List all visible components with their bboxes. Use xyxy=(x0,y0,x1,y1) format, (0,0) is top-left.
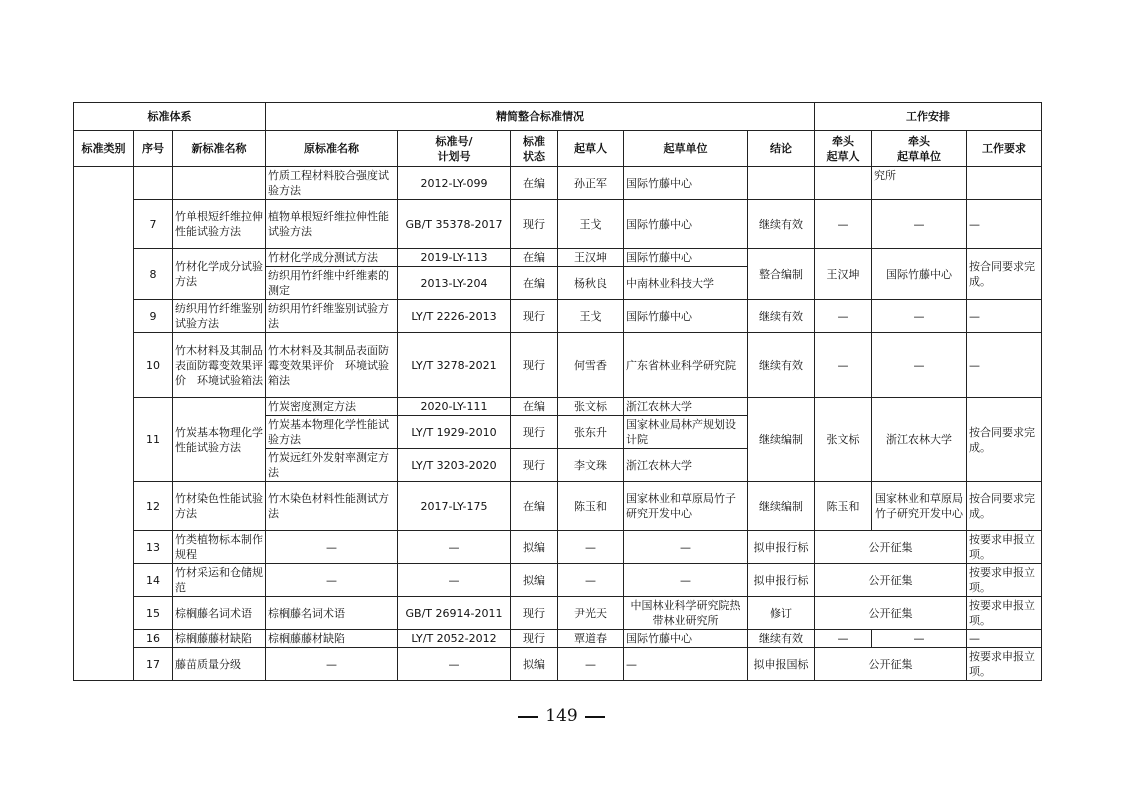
table-row xyxy=(74,200,1042,249)
conclusion-cell: 继续有效 xyxy=(748,200,815,249)
new-name-cell: 纺织用竹纤维鉴别试验方法 xyxy=(173,300,266,333)
new-name-cell: 竹材化学成分试验方法 xyxy=(173,249,266,300)
new-name-cell xyxy=(173,167,266,200)
new-name-cell: 棕榈藤名词术语 xyxy=(173,597,266,630)
col-conclusion: 结论 xyxy=(748,131,815,167)
status-cell: 在编 xyxy=(511,398,558,416)
lead-unit-cell: 国家林业和草原局竹子研究开发中心 xyxy=(872,482,967,531)
unit-cell: 国际竹藤中心 xyxy=(624,300,748,333)
table-row xyxy=(74,531,1042,564)
table-row xyxy=(74,398,1042,416)
code-cell: — xyxy=(398,564,511,597)
footer-dash-left xyxy=(518,716,538,718)
col-req: 工作要求 xyxy=(967,131,1042,167)
col-unit: 起草单位 xyxy=(624,131,748,167)
lead-cell: 王汉坤 xyxy=(815,249,872,300)
status-cell: 现行 xyxy=(511,630,558,648)
code-cell: — xyxy=(398,531,511,564)
lead-cell: 陈玉和 xyxy=(815,482,872,531)
code-cell: LY/T 2226-2013 xyxy=(398,300,511,333)
table-row xyxy=(74,333,1042,398)
seq-cell: 13 xyxy=(134,531,173,564)
orig-name-cell: 纺织用竹纤维中纤维素的测定 xyxy=(266,267,398,300)
lead-cell: — xyxy=(815,300,872,333)
seq-cell: 7 xyxy=(134,200,173,249)
conclusion-cell: 继续有效 xyxy=(748,630,815,648)
code-cell: 2017-LY-175 xyxy=(398,482,511,531)
unit-cell: — xyxy=(624,531,748,564)
code-cell: LY/T 1929-2010 xyxy=(398,416,511,449)
code-cell: 2013-LY-204 xyxy=(398,267,511,300)
drafter-cell: 张文标 xyxy=(558,398,624,416)
col-new-name: 新标准名称 xyxy=(173,131,266,167)
status-cell: 现行 xyxy=(511,416,558,449)
orig-name-cell: 竹质工程材料胶合强度试验方法 xyxy=(266,167,398,200)
code-cell: LY/T 3203-2020 xyxy=(398,449,511,482)
lead-cell: — xyxy=(815,333,872,398)
code-cell: 2019-LY-113 xyxy=(398,249,511,267)
seq-cell xyxy=(134,167,173,200)
req-cell: — xyxy=(967,200,1042,249)
orig-name-cell: 纺织用竹纤维鉴别试验方法 xyxy=(266,300,398,333)
status-cell: 拟编 xyxy=(511,564,558,597)
conclusion-cell: 拟申报国标 xyxy=(748,648,815,681)
new-name-cell: 竹炭基本物理化学性能试验方法 xyxy=(173,398,266,482)
seq-cell: 10 xyxy=(134,333,173,398)
lead-unit-cell: — xyxy=(872,333,967,398)
seq-cell: 17 xyxy=(134,648,173,681)
header-group-row xyxy=(74,103,1042,131)
table-row xyxy=(74,648,1042,681)
table-row xyxy=(74,249,1042,267)
orig-name-cell: 植物单根短纤维拉伸性能试验方法 xyxy=(266,200,398,249)
orig-name-cell: 竹木染色材料性能测试方法 xyxy=(266,482,398,531)
lead-unit-cell: — xyxy=(872,200,967,249)
lead-unit-cell: — xyxy=(872,300,967,333)
new-name-cell: 竹木材料及其制品表面防霉变效果评价 环境试验箱法 xyxy=(173,333,266,398)
orig-name-cell: — xyxy=(266,564,398,597)
table-row xyxy=(74,597,1042,630)
table-row xyxy=(74,300,1042,333)
header-streamlined: 精简整合标准情况 xyxy=(266,103,815,131)
status-cell: 现行 xyxy=(511,300,558,333)
conclusion-cell: 继续编制 xyxy=(748,482,815,531)
code-cell: 2012-LY-099 xyxy=(398,167,511,200)
page-number: 149 xyxy=(545,706,578,726)
orig-name-cell: 竹材化学成分测试方法 xyxy=(266,249,398,267)
req-cell: 按要求申报立项。 xyxy=(967,564,1042,597)
orig-name-cell: 竹炭远红外发射率测定方法 xyxy=(266,449,398,482)
orig-name-cell: — xyxy=(266,648,398,681)
drafter-cell: 张东升 xyxy=(558,416,624,449)
conclusion-cell xyxy=(748,167,815,200)
drafter-cell: — xyxy=(558,648,624,681)
header-standard-system: 标准体系 xyxy=(74,103,266,131)
drafter-cell: — xyxy=(558,531,624,564)
drafter-cell: 陈玉和 xyxy=(558,482,624,531)
req-cell: 按要求申报立项。 xyxy=(967,531,1042,564)
req-cell xyxy=(967,167,1042,200)
code-cell: 2020-LY-111 xyxy=(398,398,511,416)
req-cell: — xyxy=(967,630,1042,648)
req-cell: 按合同要求完成。 xyxy=(967,482,1042,531)
drafter-cell: 李文珠 xyxy=(558,449,624,482)
conclusion-cell: 继续编制 xyxy=(748,398,815,482)
unit-cell: 国家林业和草原局竹子研究开发中心 xyxy=(624,482,748,531)
col-code: 标准号/ 计划号 xyxy=(398,131,511,167)
seq-cell: 14 xyxy=(134,564,173,597)
unit-cell: 浙江农林大学 xyxy=(624,398,748,416)
category-cell xyxy=(74,167,134,681)
table-row xyxy=(74,167,1042,200)
unit-cell: 国际竹藤中心 xyxy=(624,630,748,648)
code-cell: GB/T 26914-2011 xyxy=(398,597,511,630)
unit-cell: — xyxy=(624,648,748,681)
code-cell: GB/T 35378-2017 xyxy=(398,200,511,249)
new-name-cell: 棕榈藤藤材缺陷 xyxy=(173,630,266,648)
footer-dash-right xyxy=(585,716,605,718)
lead-unit-cell: 浙江农林大学 xyxy=(872,398,967,482)
drafter-cell: 王戈 xyxy=(558,300,624,333)
col-drafter: 起草人 xyxy=(558,131,624,167)
new-name-cell: 竹单根短纤维拉伸性能试验方法 xyxy=(173,200,266,249)
seq-cell: 9 xyxy=(134,300,173,333)
status-cell: 在编 xyxy=(511,167,558,200)
lead-cell: — xyxy=(815,630,872,648)
seq-cell: 15 xyxy=(134,597,173,630)
drafter-cell: 孙正军 xyxy=(558,167,624,200)
seq-cell: 16 xyxy=(134,630,173,648)
req-cell: 按合同要求完成。 xyxy=(967,398,1042,482)
unit-cell: 浙江农林大学 xyxy=(624,449,748,482)
col-seq: 序号 xyxy=(134,131,173,167)
status-cell: 现行 xyxy=(511,333,558,398)
lead-cell: 张文标 xyxy=(815,398,872,482)
drafter-cell: — xyxy=(558,564,624,597)
unit-cell: 国际竹藤中心 xyxy=(624,167,748,200)
drafter-cell: 杨秋良 xyxy=(558,267,624,300)
req-cell: 按合同要求完成。 xyxy=(967,249,1042,300)
header-work-plan: 工作安排 xyxy=(815,103,1042,131)
orig-name-cell: — xyxy=(266,531,398,564)
status-cell: 现行 xyxy=(511,597,558,630)
lead-cell: 公开征集 xyxy=(815,531,967,564)
lead-cell: 公开征集 xyxy=(815,597,967,630)
unit-cell: — xyxy=(624,564,748,597)
req-cell: — xyxy=(967,300,1042,333)
conclusion-cell: 拟申报行标 xyxy=(748,531,815,564)
col-lead: 牵头 起草人 xyxy=(815,131,872,167)
unit-cell: 广东省林业科学研究院 xyxy=(624,333,748,398)
status-cell: 在编 xyxy=(511,249,558,267)
unit-cell: 中南林业科技大学 xyxy=(624,267,748,300)
orig-name-cell: 竹炭基本物理化学性能试验方法 xyxy=(266,416,398,449)
new-name-cell: 竹材染色性能试验方法 xyxy=(173,482,266,531)
code-cell: LY/T 2052-2012 xyxy=(398,630,511,648)
drafter-cell: 何雪香 xyxy=(558,333,624,398)
lead-cell: — xyxy=(815,200,872,249)
lead-cell xyxy=(815,167,872,200)
unit-cell: 国际竹藤中心 xyxy=(624,249,748,267)
code-cell: LY/T 3278-2021 xyxy=(398,333,511,398)
orig-name-cell: 竹木材料及其制品表面防霉变效果评价 环境试验箱法 xyxy=(266,333,398,398)
seq-cell: 12 xyxy=(134,482,173,531)
unit-cell: 国际竹藤中心 xyxy=(624,200,748,249)
status-cell: 现行 xyxy=(511,449,558,482)
lead-cell: 公开征集 xyxy=(815,648,967,681)
status-cell: 在编 xyxy=(511,482,558,531)
table-row xyxy=(74,564,1042,597)
lead-unit-cell: 国际竹藤中心 xyxy=(872,249,967,300)
status-cell: 拟编 xyxy=(511,531,558,564)
col-orig-name: 原标准名称 xyxy=(266,131,398,167)
seq-cell: 11 xyxy=(134,398,173,482)
unit-cell: 中国林业科学研究院热带林业研究所 xyxy=(624,597,748,630)
col-category: 标准类别 xyxy=(74,131,134,167)
new-name-cell: 竹材采运和仓储规范 xyxy=(173,564,266,597)
status-cell: 现行 xyxy=(511,200,558,249)
conclusion-cell: 拟申报行标 xyxy=(748,564,815,597)
new-name-cell: 藤苗质量分级 xyxy=(173,648,266,681)
seq-cell: 8 xyxy=(134,249,173,300)
table-row xyxy=(74,630,1042,648)
drafter-cell: 王汉坤 xyxy=(558,249,624,267)
unit-cell: 国家林业局林产规划设计院 xyxy=(624,416,748,449)
table-row xyxy=(74,482,1042,531)
code-cell: — xyxy=(398,648,511,681)
orig-name-cell: 棕榈藤藤材缺陷 xyxy=(266,630,398,648)
conclusion-cell: 继续有效 xyxy=(748,333,815,398)
drafter-cell: 王戈 xyxy=(558,200,624,249)
drafter-cell: 尹光天 xyxy=(558,597,624,630)
standards-table xyxy=(73,102,1042,681)
orig-name-cell: 竹炭密度测定方法 xyxy=(266,398,398,416)
lead-cell: 公开征集 xyxy=(815,564,967,597)
conclusion-cell: 整合编制 xyxy=(748,249,815,300)
req-cell: 按要求申报立项。 xyxy=(967,648,1042,681)
col-lead-unit: 牵头 起草单位 xyxy=(872,131,967,167)
orig-name-cell: 棕榈藤名词术语 xyxy=(266,597,398,630)
lead-unit-cell: — xyxy=(872,630,967,648)
req-cell: 按要求申报立项。 xyxy=(967,597,1042,630)
col-status: 标准 状态 xyxy=(511,131,558,167)
page-footer xyxy=(0,706,1123,726)
status-cell: 拟编 xyxy=(511,648,558,681)
conclusion-cell: 继续有效 xyxy=(748,300,815,333)
lead-unit-cell: 究所 xyxy=(872,167,967,200)
drafter-cell: 覃道春 xyxy=(558,630,624,648)
status-cell: 在编 xyxy=(511,267,558,300)
header-column-row xyxy=(74,131,1042,167)
req-cell: — xyxy=(967,333,1042,398)
new-name-cell: 竹类植物标本制作规程 xyxy=(173,531,266,564)
conclusion-cell: 修订 xyxy=(748,597,815,630)
